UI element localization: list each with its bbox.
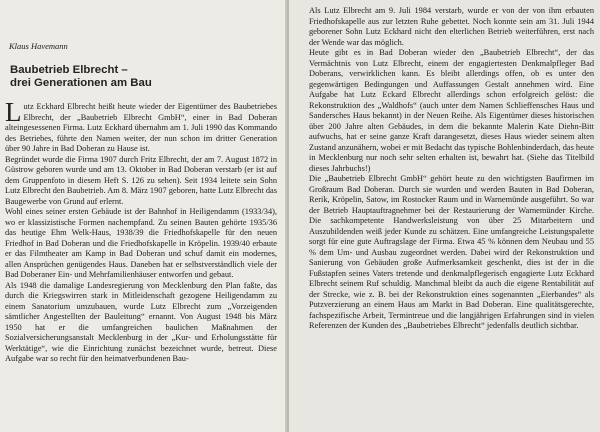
- author-name: Klaus Havemann: [9, 41, 68, 51]
- left-page: [0, 0, 287, 432]
- paragraph: Lutz Eckhard Elbrecht heißt heute wieder der Eigentümer des Baubetriebes Elbrecht, der „Baubetrieb Elbrecht GmbH“, einer in Bad Doberan alteingesessenen Firma. Lutz Eckhard übernahm am 1. Juli 1990 das Kommando des Betriebes, führte den Namen weiter, der nun schon im dritter Generation über 90 Jahre in Bad Doberan zu Hause ist.: [5, 97, 277, 153]
- paragraph: Heute gibt es in Bad Doberan wieder den „Baubetrieb Elbrecht“, der das Vermächtnis von Lutz Elbrecht, einem der engagiertesten Denkmalpfleger Bad Doberans, verwirklichen kann. Es bleibt allerdings offen, ob es unter den gegenwärtigen Bedingungen und Auffassungen Gestalt annehmen wird. Eine Aufgabe hat Lutz Eckard Elbrecht allerdings schon erfolgreich gelöst: die Rekonstruktion des „Waldhofs“ (auch unter dem Namen Schlieffensches Haus und Sandersches Haus bekannt) in der Neuen Reihe. Als Eigentümer dieses historischen über 200 Jahre alten Gebäudes, in dem die bekannte Malerin Kate Diehn-Bitt aufwuchs, hat er seine ganze Kraft darangesetzt, dieses Haus wieder seinem alten Zustand anzunähern, wobei er mit Bedacht das typische Bohlenbinderdach, das heute in Mecklenburg nur noch sehr selten erhalten ist, bewahrt hat. (Siehe das Titelbild dieses Jahrbuchs!): [309, 48, 594, 173]
- paragraph: Wohl eines seiner ersten Gebäude ist der Bahnhof in Heiligendamm (1933/34), wo er klassizistische Formen nachempfand. Zu seinen Bauten gehörte 1935/36 das heutige Ehm Welk-Haus, 1938/39 die Friedhofskapelle für den neuen Friedhof in Bad Doberan und die Friedhofskapelle in Kröpelin. 1939/40 erbaute er das Filmtheater am Kamp in Bad Doberan und schuf damit ein modernes, allen Ansprüchen genügendes Haus. Daneben hat er selbstverständlich viele der Bad Doberaner Ein- und Mehrfamilienhäuser entworfen und gebaut.: [5, 207, 277, 279]
- drop-cap: L: [5, 97, 22, 127]
- paragraph: Als Lutz Elbrecht am 9. Juli 1984 verstarb, wurde er von der von ihm erbauten Friedhofskapelle aus zur letzten Ruhe gebettet. Noch konnte sein am 31. Juli 1944 geborener Sohn Lutz Eckhard nicht den elterlichen Betrieb weiterführen, erst nach der Wende war das möglich.: [309, 6, 594, 47]
- right-body-text: [309, 6, 594, 332]
- article-headline: [10, 64, 280, 90]
- paragraph: Begründet wurde die Firma 1907 durch Fritz Elbrecht, der am 7. August 1872 in Güstrow geboren wurde und am 13. Oktober in Bad Doberan verstarb (er ist auf dem Gruppenfoto in diesem Heft S. 126 zu sehen). Seit 1934 leitete sein Sohn Lutz Elbrecht den Baubetrieb. Am 8. März 1907 geboren, hatte Lutz Elbrecht das Baugewerbe von Grund auf erlernt.: [5, 154, 277, 206]
- left-body-text: [5, 97, 277, 365]
- right-page: [289, 0, 600, 432]
- headline-line-1: Baubetrieb Elbrecht –: [10, 64, 128, 76]
- paragraph: Die „Baubetrieb Elbrecht GmbH“ gehört heute zu den wichtigsten Baufirmen im Großraum Bad Doberan. Durch sie wurden und werden Bauten in Bad Doberan, Rerik, Kröpelin, Satow, im Rostocker Raum und in Warnemünde ausgeführt. So war der Betrieb Hauptauftragnehmer bei der Restaurierung der Warnemünder Kirche. Die sachkompetente Handwerksleistung von über 25 Mitarbeitern und Auszubildenden weiß jeder Kunde zu schätzen. Eine umfangreiche Leistungspalette sorgt für eine gute Auftragslage der Firma. Etwa 45 % können dem Neubau und 55 % dem Um- und Ausbau zugeordnet werden. Dabei wird der Rekonstruktion und Sanierung von Gebäuden große Aufmerksamkeit geschenkt, dies ist der in die Fußstapfen seines Vaters tretende und denkmalpflegerisch engagierte Lutz Eckhard Elbrecht seinem Ruf schuldig. Manchmal bleibt da auch die eigene Rentabilität auf der Strecke, wie z. B. bei der Rekonstruktion eines sogenannten „Eierbandes“ als Putzverzierung an einem Haus am Markt in Bad Doberan. Eine qualitätsgerechte, fachspezifische Arbeit, Termintreue und die langjährigen Erfahrungen sind in vielen Referenzen der Kunden des „Baubetriebes Elbrecht“ jedenfalls deutlich sichtbar.: [309, 174, 594, 330]
- headline-line-2: drei Generationen am Bau: [10, 77, 152, 89]
- paragraph: Als 1948 die damalige Landesregierung von Mecklenburg den Plan faßte, das durch die Kriegswirren stark in Mitleidenschaft gezogene Heiligendamm zu einem Sanatorium umzubauen, wurde Lutz Elbrecht zum „Vorzeigenden sämtlicher Angestellten der Bauleitung“ ernannt. Von August 1948 bis März 1950 hat er die umfangreichen baulichen Maßnahmen der Sozialversicherungsanstalt Mecklenburg in der „Kur- und Erholungsstätte für Werktätige“, wie die Einrichtung zunächst bezeichnet wurde, betreut. Diese Aufgabe war so recht für den heimatverbundenen Bau-: [5, 280, 277, 363]
